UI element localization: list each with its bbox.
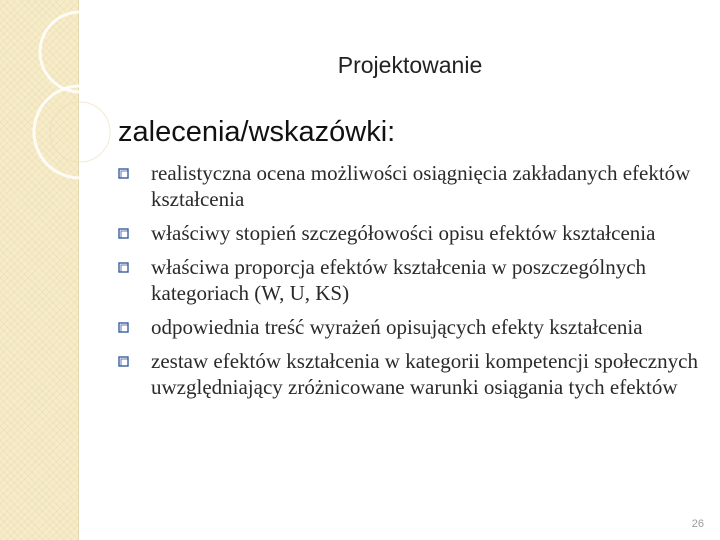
checkbox-bullet-icon [118,228,129,239]
checkbox-bullet-icon [118,322,129,333]
slide-title: Projektowanie [337,52,483,78]
decorative-side-panel [0,0,79,540]
bullet-text: właściwy stopień szczegółowości opisu efektów kształcenia [151,221,656,245]
page-number: 26 [691,518,704,530]
bullet-item [118,254,698,306]
bullet-list [118,160,698,408]
checkbox-bullet-icon [118,356,129,367]
bullet-text: realistyczna ocena możliwości osiągnięcia zakładanych efektów kształcenia [151,161,691,211]
checkbox-bullet-icon [118,168,129,179]
bullet-item [118,314,698,340]
bullet-text: zestaw efektów kształcenia w kategorii kompetencji społecznych uwzględniający zróżnicowane warunki osiągania tych efektów [151,349,698,399]
section-heading: zalecenia/wskazówki: [118,116,396,148]
bullet-item [118,348,698,400]
bullet-item [118,160,698,212]
bullet-text: odpowiednia treść wyrażeń opisujących efekty kształcenia [151,315,643,339]
bullet-text: właściwa proporcja efektów kształcenia w poszczególnych kategoriach (W, U, KS) [151,255,647,305]
bullet-item [118,220,698,246]
checkbox-bullet-icon [118,262,129,273]
